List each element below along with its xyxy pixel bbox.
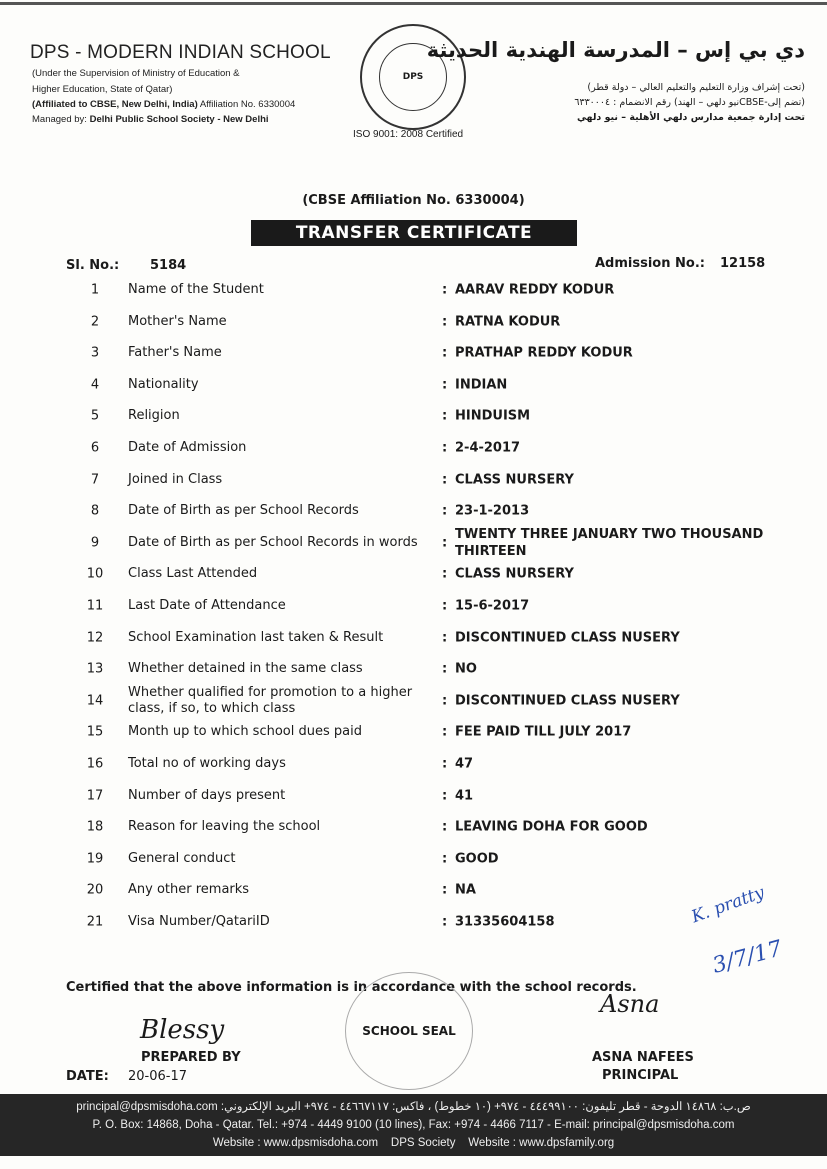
row-value: 31335604158 bbox=[455, 914, 555, 930]
row-number: 19 bbox=[86, 851, 104, 867]
arabic-line-2: (تضم إلى-CBSEنيو دلهي – الهند) رقم الانضمام : ٦٣٣٠٠٠٤ bbox=[574, 97, 805, 108]
row-colon: : bbox=[442, 440, 448, 456]
row-label: Visa Number/QatariID bbox=[128, 914, 270, 929]
affiliation-bold: (Affiliated to CBSE, New Delhi, India) bbox=[32, 99, 198, 110]
row-colon: : bbox=[442, 882, 448, 898]
row-value: INDIAN bbox=[455, 377, 508, 393]
arabic-line-3: تحت إدارة جمعية مدارس دلهي الأهلية – نيو دلهي bbox=[576, 112, 805, 123]
row-value: AARAV REDDY KODUR bbox=[455, 282, 615, 298]
row-value: 41 bbox=[455, 788, 474, 804]
row-colon: : bbox=[442, 630, 448, 646]
certificate-row bbox=[0, 401, 827, 431]
certificate-row bbox=[0, 559, 827, 589]
row-value: 47 bbox=[455, 756, 474, 772]
row-value: FEE PAID TILL JULY 2017 bbox=[455, 724, 632, 740]
row-colon: : bbox=[442, 282, 448, 298]
prepared-by-signature: Blessy bbox=[140, 1015, 225, 1045]
row-value: NO bbox=[455, 661, 477, 677]
row-number: 2 bbox=[90, 314, 100, 330]
top-border bbox=[0, 2, 827, 5]
row-label: Nationality bbox=[128, 376, 199, 392]
managed-by-society: Delhi Public School Society - New Delhi bbox=[89, 114, 269, 125]
header-line-1: (Under the Supervision of Ministry of Education & bbox=[32, 68, 240, 79]
row-number: 6 bbox=[90, 440, 100, 456]
row-value: LEAVING DOHA FOR GOOD bbox=[455, 819, 648, 835]
row-value: 2-4-2017 bbox=[455, 440, 521, 456]
serial-number: 5184 bbox=[150, 258, 187, 273]
row-colon: : bbox=[442, 345, 448, 361]
row-number: 15 bbox=[86, 724, 104, 740]
arabic-line-1: (تحت إشراف وزارة التعليم والتعليم العالي – دولة قطر) bbox=[587, 82, 805, 93]
row-colon: : bbox=[442, 503, 448, 519]
serial-number-label: Sl. No.: bbox=[66, 258, 120, 273]
row-value: RATNA KODUR bbox=[455, 314, 561, 330]
row-value: TWENTY THREE JANUARY TWO THOUSAND THIRTEEN bbox=[455, 526, 764, 559]
row-label: School Examination last taken & Result bbox=[128, 629, 384, 645]
row-label: Total no of working days bbox=[128, 756, 286, 771]
certificate-row bbox=[0, 781, 827, 811]
row-number: 7 bbox=[90, 472, 100, 488]
managed-by-label: Managed by: bbox=[32, 114, 90, 125]
row-label: Joined in Class bbox=[128, 471, 223, 487]
row-number: 8 bbox=[90, 503, 100, 519]
prepared-by-label: PREPARED BY bbox=[141, 1050, 241, 1065]
row-value: DISCONTINUED CLASS NUSERY bbox=[455, 630, 680, 646]
row-label: Date of Birth as per School Records in words bbox=[128, 534, 418, 550]
row-colon: : bbox=[442, 756, 448, 772]
principal-title: PRINCIPAL bbox=[602, 1068, 679, 1083]
row-value: GOOD bbox=[455, 851, 499, 867]
row-label: Religion bbox=[128, 408, 180, 424]
certificate-row bbox=[0, 749, 827, 779]
row-colon: : bbox=[442, 566, 448, 582]
certificate-row bbox=[0, 623, 827, 653]
certificate-row bbox=[0, 654, 827, 684]
header-line-3 bbox=[32, 99, 295, 110]
row-value: NA bbox=[455, 882, 476, 898]
certificate-row bbox=[0, 275, 827, 305]
certificate-row bbox=[0, 370, 827, 400]
row-number: 3 bbox=[90, 345, 100, 361]
row-number: 14 bbox=[86, 693, 104, 709]
row-number: 20 bbox=[86, 882, 104, 898]
admission-number: 12158 bbox=[720, 256, 766, 271]
row-value: 15-6-2017 bbox=[455, 598, 530, 614]
row-label: Any other remarks bbox=[128, 882, 250, 898]
certificate-row bbox=[0, 338, 827, 368]
row-colon: : bbox=[442, 408, 448, 424]
row-colon: : bbox=[442, 693, 448, 709]
row-colon: : bbox=[442, 377, 448, 393]
row-label: Month up to which school dues paid bbox=[128, 724, 362, 740]
row-number: 13 bbox=[86, 661, 104, 677]
row-colon: : bbox=[442, 661, 448, 677]
footer bbox=[0, 1094, 827, 1156]
certificate-row bbox=[0, 812, 827, 842]
row-value: HINDUISM bbox=[455, 408, 531, 424]
row-label: Date of Admission bbox=[128, 440, 247, 455]
row-number: 4 bbox=[90, 377, 100, 393]
row-colon: : bbox=[442, 851, 448, 867]
row-colon: : bbox=[442, 535, 448, 551]
principal-signature: Asna bbox=[600, 990, 660, 1018]
row-label: Last Date of Attendance bbox=[128, 598, 286, 613]
school-seal-label: SCHOOL SEAL bbox=[362, 1024, 456, 1038]
row-number: 9 bbox=[90, 535, 100, 551]
certificate-row bbox=[0, 528, 827, 558]
handwritten-note: K. pratty bbox=[688, 882, 768, 928]
header-line-4 bbox=[32, 114, 269, 125]
row-label: Number of days present bbox=[128, 787, 286, 803]
row-number: 17 bbox=[86, 788, 104, 804]
row-label: Mother's Name bbox=[128, 313, 227, 329]
row-colon: : bbox=[442, 788, 448, 804]
row-number: 5 bbox=[90, 408, 100, 424]
admission-number-label: Admission No.: bbox=[595, 256, 705, 271]
row-number: 1 bbox=[90, 282, 100, 298]
row-value: DISCONTINUED CLASS NUSERY bbox=[455, 693, 680, 709]
footer-websites: Website : www.dpsmisdoha.com DPS Society Website : www.dpsfamily.org bbox=[212, 1137, 615, 1149]
row-number: 18 bbox=[86, 819, 104, 835]
row-colon: : bbox=[442, 819, 448, 835]
row-value: 23-1-2013 bbox=[455, 503, 530, 519]
date-value: 20-06-17 bbox=[128, 1069, 188, 1084]
iso-certification: ISO 9001: 2008 Certified bbox=[353, 129, 464, 140]
row-label: Whether qualified for promotion to a higher class, if so, to which class bbox=[128, 684, 413, 716]
certificate-title: TRANSFER CERTIFICATE bbox=[251, 220, 577, 246]
row-label: Reason for leaving the school bbox=[128, 819, 321, 835]
row-colon: : bbox=[442, 724, 448, 740]
row-label: Father's Name bbox=[128, 345, 222, 361]
row-colon: : bbox=[442, 472, 448, 488]
row-value: PRATHAP REDDY KODUR bbox=[455, 345, 633, 361]
certificate-row bbox=[0, 433, 827, 463]
certificate-row bbox=[0, 875, 827, 905]
arabic-school-name: دي بي إس – المدرسة الهندية الحديثة bbox=[426, 38, 805, 62]
row-number: 21 bbox=[86, 914, 104, 930]
row-label: General conduct bbox=[128, 850, 236, 866]
principal-name: ASNA NAFEES bbox=[592, 1050, 694, 1065]
certificate-row bbox=[0, 717, 827, 747]
date-label: DATE: bbox=[66, 1069, 109, 1084]
row-number: 16 bbox=[86, 756, 104, 772]
row-number: 12 bbox=[86, 630, 104, 646]
certificate-row bbox=[0, 496, 827, 526]
cbse-affiliation: (CBSE Affiliation No. 6330004) bbox=[302, 193, 525, 208]
row-value: CLASS NURSERY bbox=[455, 472, 574, 488]
certificate-row bbox=[0, 465, 827, 495]
logo-emblem-icon: DPS bbox=[379, 43, 447, 111]
footer-arabic: ص.ب: ١٤٨٦٨ الدوحة - قطر تليفون: ٤٤٤٩٩١٠٠ - ٩٧٤+ (١٠ خطوط) ، فاكس: ٤٤٦٦٧١١٧ - ٩٧٤+ البريد الإلكتروني: principal@dpsmisdoha.com bbox=[76, 1101, 751, 1113]
certificate-row bbox=[0, 591, 827, 621]
row-label: Date of Birth as per School Records bbox=[128, 503, 359, 519]
row-colon: : bbox=[442, 914, 448, 930]
row-colon: : bbox=[442, 598, 448, 614]
school-seal bbox=[345, 972, 473, 1090]
row-colon: : bbox=[442, 314, 448, 330]
school-name: DPS - MODERN INDIAN SCHOOL bbox=[30, 42, 331, 63]
certificate-row bbox=[0, 844, 827, 874]
row-number: 11 bbox=[86, 598, 104, 614]
handwritten-date: 3/7/17 bbox=[709, 936, 785, 979]
certificate-row bbox=[0, 307, 827, 337]
certification-statement: Certified that the above information is in accordance with the school records. bbox=[66, 980, 637, 995]
footer-contact: P. O. Box: 14868, Doha - Qatar. Tel.: +974 - 4449 9100 (10 lines), Fax: +974 - 4466 7117 - E-mail: principal@dpsmisdoha.com bbox=[92, 1119, 735, 1131]
row-label: Name of the Student bbox=[128, 282, 264, 297]
row-label: Whether detained in the same class bbox=[128, 661, 363, 677]
affiliation-number: Affiliation No. 6330004 bbox=[197, 99, 296, 110]
row-label: Class Last Attended bbox=[128, 566, 258, 582]
certificate-row bbox=[0, 686, 827, 716]
header-line-2: Higher Education, State of Qatar) bbox=[32, 84, 173, 95]
row-value: CLASS NURSERY bbox=[455, 566, 574, 582]
row-number: 10 bbox=[86, 566, 104, 582]
